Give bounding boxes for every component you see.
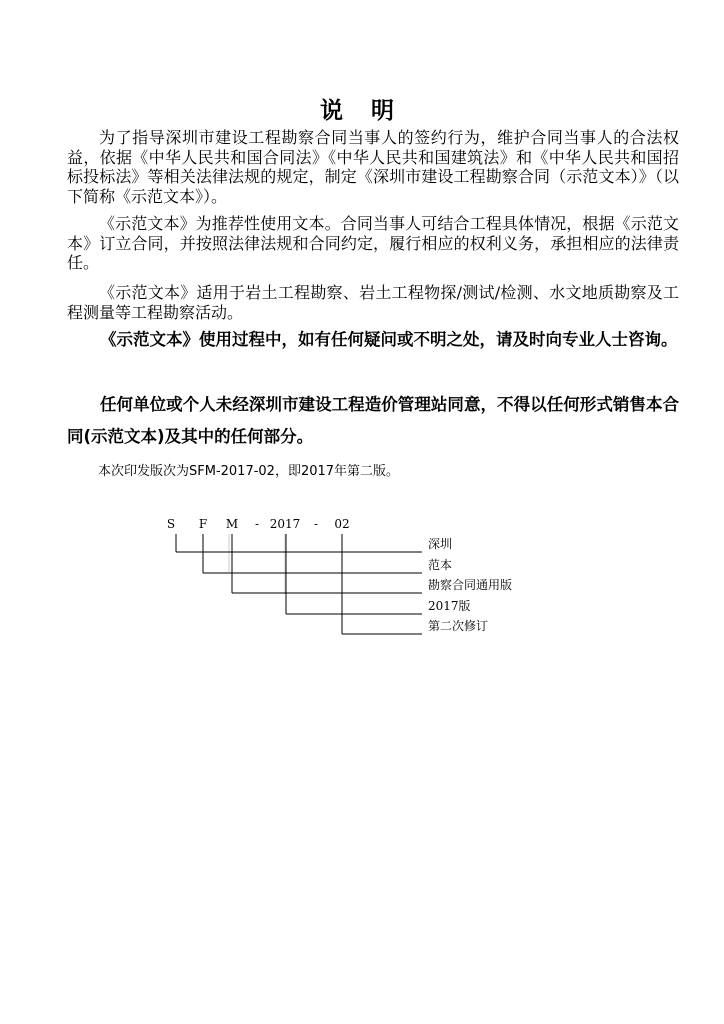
page-title: 说 明 [319, 98, 404, 124]
scope-paragraph: 《示范文本》适用于岩土工程勘察、岩土工程物探/测试/检测、水文地质勘察及工程测量等工程勘察活动。 [67, 283, 679, 322]
code-label-revision: 第二次修订 [428, 619, 489, 633]
code-part-m: M [225, 517, 239, 531]
code-part-revision: 02 [334, 517, 350, 531]
code-dash-1: - [254, 517, 260, 531]
code-dash-2: - [313, 517, 319, 531]
code-part-f: F [198, 517, 208, 531]
copyright-notice: 任何单位或个人未经深圳市建设工程造价管理站同意，不得以任何形式销售本合同(示范文本)及其中的任何部分。 [67, 395, 679, 446]
code-label-shenzhen: 深圳 [428, 537, 453, 551]
intro-paragraph: 为了指导深圳市建设工程勘察合同当事人的签约行为，维护合同当事人的合法权益，依据《中华人民共和国合同法》《中华人民共和国建筑法》和《中华人民共和国招标投标法》等相关法律法规的规定，制定《深圳市建设工程勘察合同（示范文本）》（以下简称《示范文本》）。 [67, 128, 679, 206]
code-part-s: S [166, 517, 176, 531]
usage-paragraph: 《示范文本》为推荐性使用文本。合同当事人可结合工程具体情况，根据《示范文本》订立合同，并按照法律法规和合同约定，履行相应的权利义务，承担相应的法律责任。 [67, 214, 679, 272]
code-label-year: 2017版 [428, 599, 471, 613]
edition-note: 本次印发版次为SFM-2017-02，即2017年第二版。 [98, 464, 400, 479]
code-label-contract: 勘察合同通用版 [428, 578, 513, 592]
code-part-year: 2017 [269, 517, 301, 531]
code-label-template: 范本 [428, 558, 453, 572]
consult-notice: 《示范文本》使用过程中，如有任何疑问或不明之处，请及时向专业人士咨询。 [100, 330, 678, 349]
code-diagram [160, 512, 560, 642]
